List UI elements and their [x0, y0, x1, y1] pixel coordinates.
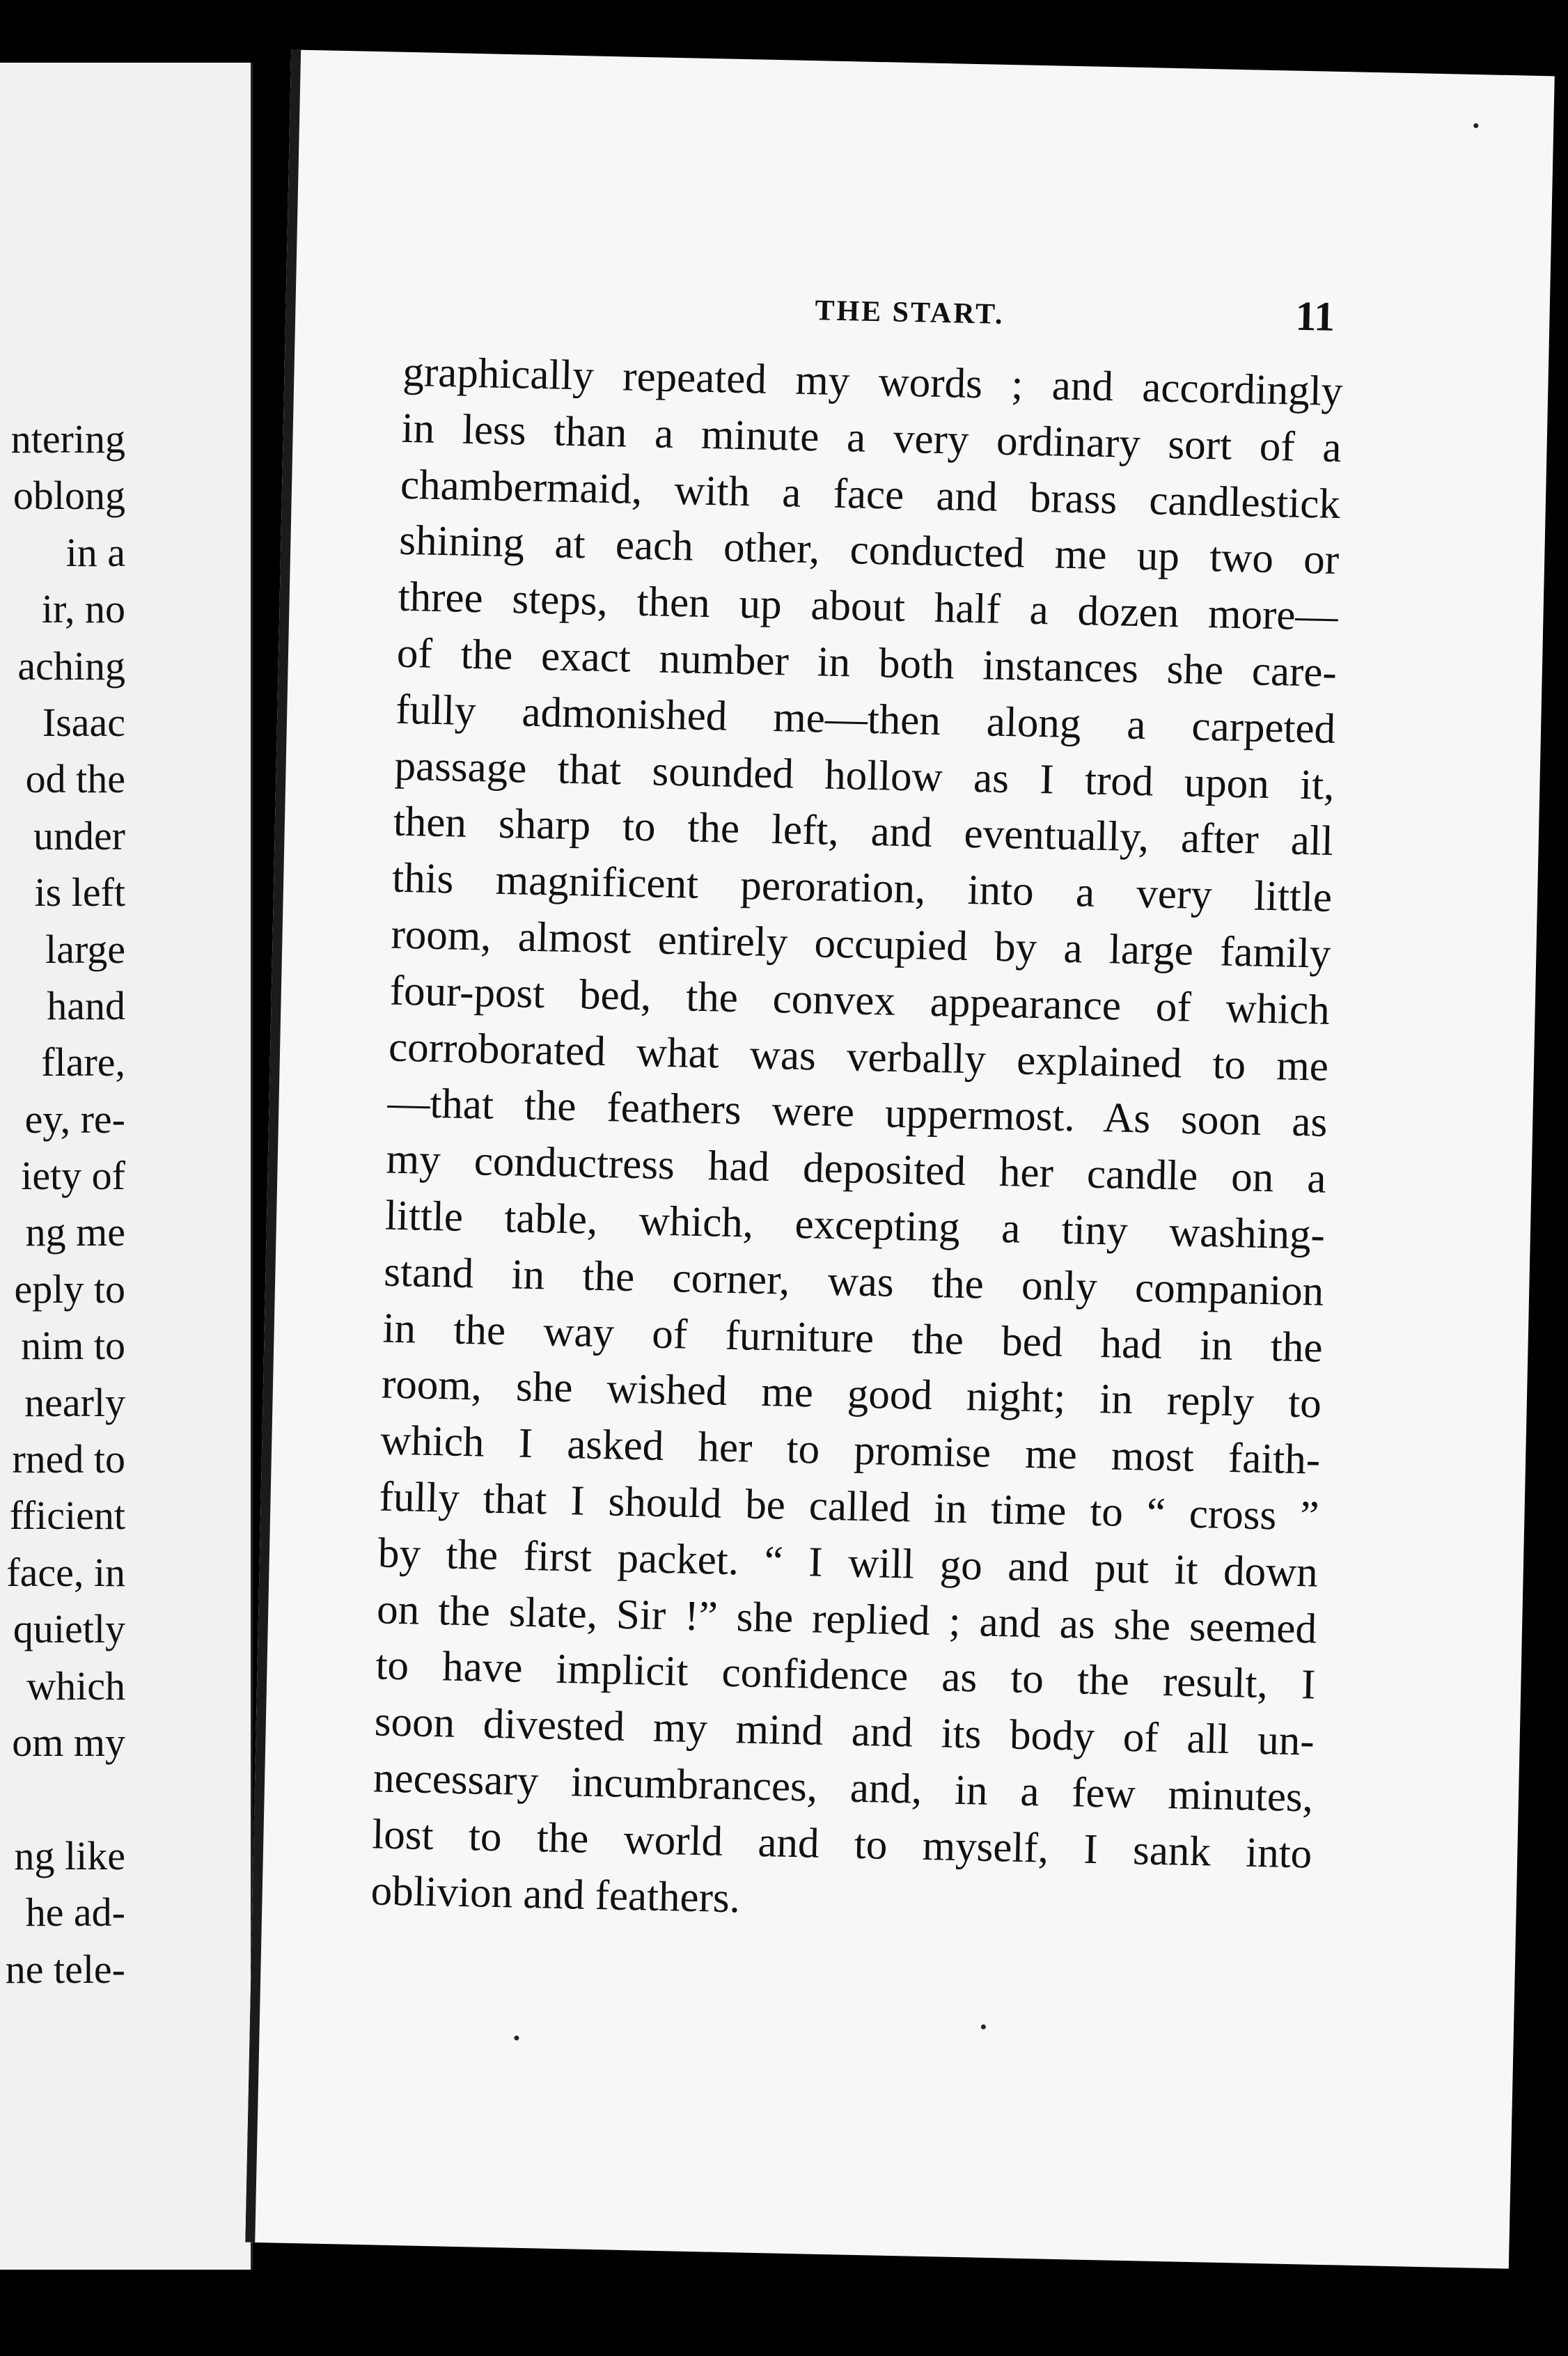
left-line: is left [34, 870, 125, 916]
text-line: shining at each other, conducted me up two or [398, 517, 1340, 584]
text-line: of the exact number in both instances she care- [396, 629, 1338, 696]
left-line: ey, re- [24, 1096, 125, 1142]
left-line: which [26, 1663, 125, 1709]
scan-speck [514, 2036, 519, 2041]
left-line: ir, no [41, 586, 125, 632]
left-line: ng me [25, 1209, 125, 1255]
text-line: fully admonished me—then along a carpeted [395, 686, 1336, 753]
left-line: hand [47, 982, 125, 1028]
text-line: on the slate, Sir !” she replied ; and as she seemed [376, 1585, 1317, 1653]
left-line: nearly [24, 1379, 125, 1425]
text-line: this magnificent peroration, into a very little [391, 854, 1333, 922]
left-line: nim to [21, 1323, 125, 1369]
text-line: lost to the world and to myself, I sank into [371, 1811, 1312, 1878]
left-line: aching [17, 643, 125, 689]
text-line: soon divested my mind and its body of all un- [374, 1698, 1315, 1765]
left-line: oblong [13, 473, 125, 519]
left-line-blank [0, 1770, 125, 1827]
text-line: little table, which, excepting a tiny washing- [384, 1192, 1326, 1259]
left-line: eply to [14, 1266, 125, 1312]
scan-speck [1473, 123, 1478, 128]
left-line: ng like [14, 1832, 125, 1878]
left-line: face, in [6, 1549, 125, 1595]
left-line: od the [25, 756, 125, 802]
text-line: chambermaid, with a face and brass candlestick [400, 461, 1341, 528]
text-line: graphically repeated my words ; and accordingly [402, 348, 1343, 416]
text-line-last: oblivion and feathers. [370, 1867, 741, 1922]
text-line: three steps, then up about half a dozen more— [398, 573, 1339, 641]
text-line: necessary incumbrances, and, in a few minutes, [373, 1754, 1314, 1821]
text-line: corroborated what was verbally explained to me [388, 1023, 1329, 1090]
page-gutter-shadow [245, 49, 301, 2243]
right-page [245, 49, 1555, 2268]
text-line: fully that I should be called in time to “ cross ” [378, 1473, 1320, 1540]
left-line: in a [65, 529, 125, 575]
left-line: quietly [13, 1606, 125, 1652]
text-line: my conductress had deposited her candle on a [386, 1136, 1327, 1202]
text-line: —that the feathers were uppermost. As soon as [386, 1079, 1328, 1147]
left-line: ntering [10, 416, 125, 462]
page-number: 11 [1294, 292, 1335, 340]
text-line: in less than a minute a very ordinary sort of a [401, 405, 1342, 471]
left-line: Isaac [42, 699, 125, 745]
left-line: fficient [9, 1493, 125, 1539]
body-text [370, 345, 1343, 1939]
text-line: room, almost entirely occupied by a large family [390, 911, 1332, 977]
running-head: THE START. [815, 294, 1005, 331]
scan-speck [981, 2025, 986, 2029]
left-line: ne tele- [5, 1946, 125, 1992]
left-page-text [0, 411, 125, 1997]
text-line: to have implicit confidence as to the result, I [375, 1642, 1317, 1709]
text-line: by the first packet. “ I will go and put it down [377, 1530, 1319, 1596]
left-line: large [45, 926, 125, 972]
left-line: iety of [21, 1153, 125, 1199]
left-page [0, 63, 253, 2270]
left-line: om my [12, 1719, 125, 1765]
left-line: under [33, 812, 125, 858]
text-line: passage that sounded hollow as I trod upon it, [393, 742, 1335, 809]
text-line: stand in the corner, was the only companion [383, 1248, 1324, 1315]
text-line: in the way of furniture the bed had in the [382, 1305, 1324, 1372]
text-line: then sharp to the left, and eventually, after all [393, 799, 1334, 865]
left-line: flare, [41, 1039, 125, 1085]
text-line: which I asked her to promise me most faith- [379, 1417, 1321, 1484]
text-line: four-post bed, the convex appearance of which [389, 967, 1331, 1034]
left-line: rned to [12, 1436, 125, 1482]
text-line: room, she wished me good night; in reply to [381, 1360, 1322, 1428]
left-line: he ad- [25, 1890, 125, 1935]
